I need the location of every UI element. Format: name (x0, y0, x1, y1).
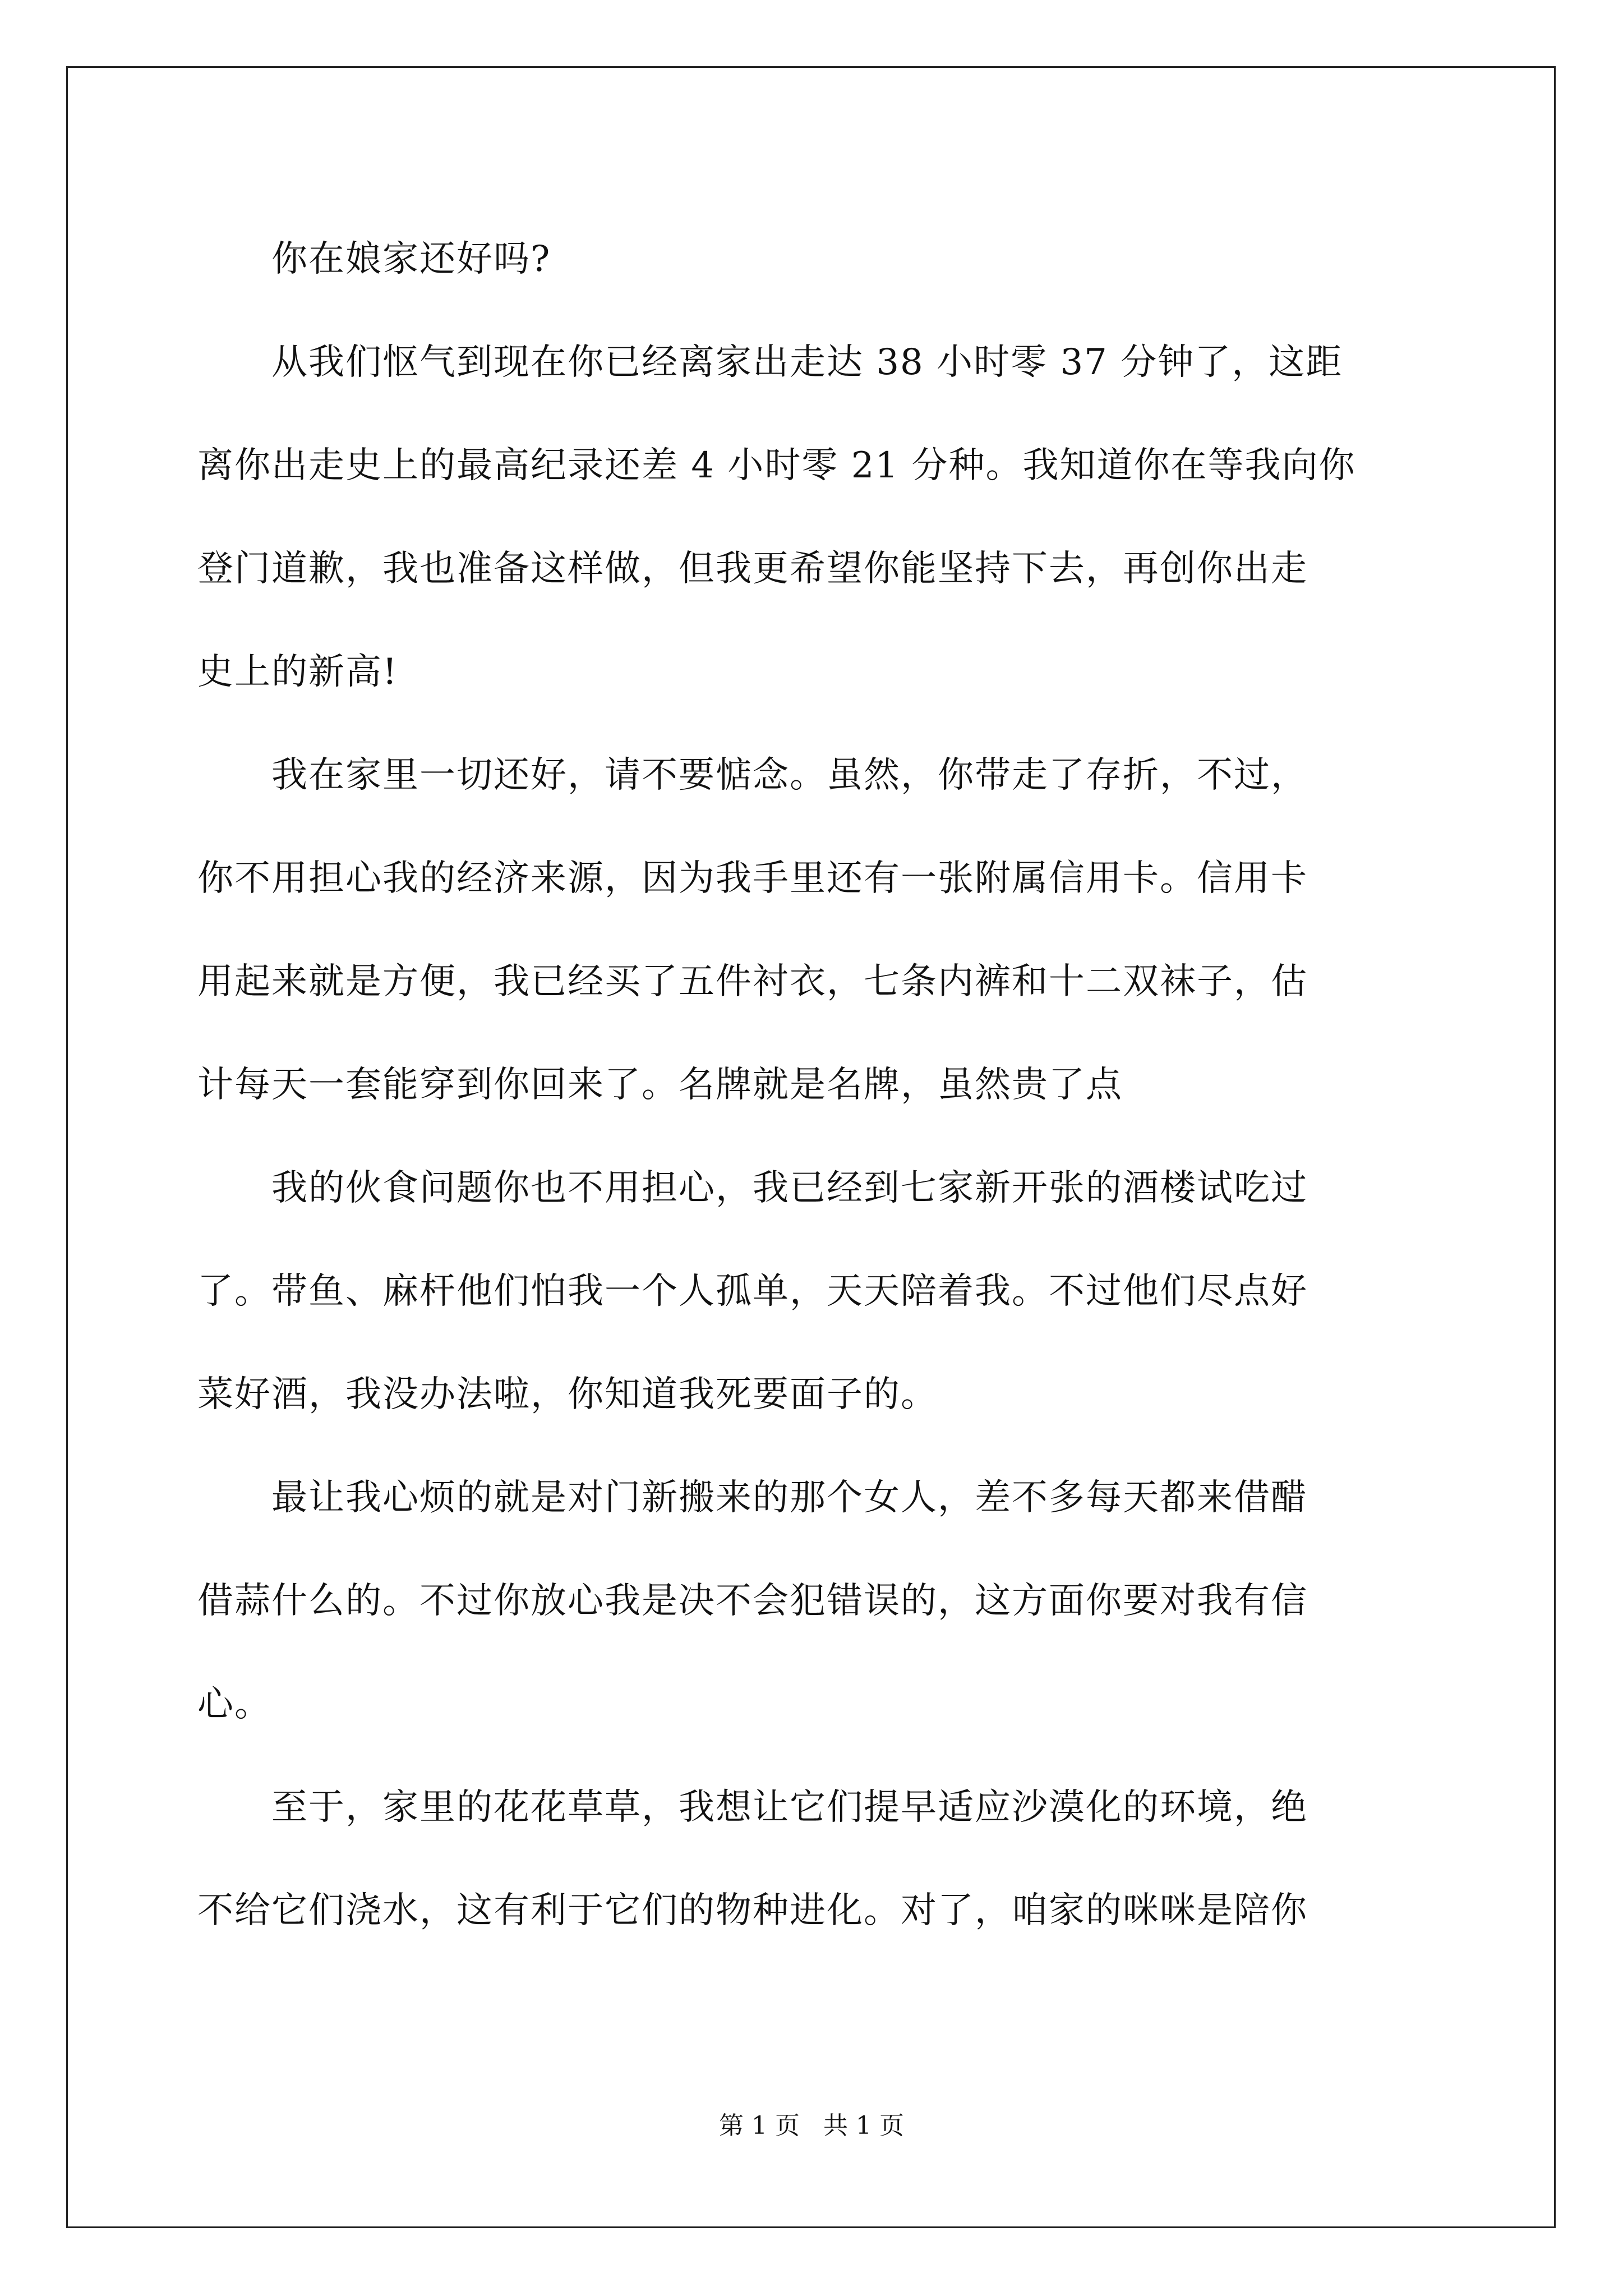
text-line: 计每天一套能穿到你回来了。名牌就是名牌，虽然贵了点 (197, 1064, 1123, 1106)
text-line: 用起来就是方便，我已经买了五件衬衣，七条内裤和十二双袜子，估 (197, 961, 1308, 1002)
text-line: 你在娘家还好吗? (197, 238, 551, 280)
page-footer (0, 2109, 1623, 2143)
letter-body (197, 208, 1431, 1962)
text-line: 最让我心烦的就是对门新搬来的那个女人，差不多每天都来借醋 (197, 1477, 1308, 1519)
text-line: 登门道歉，我也准备这样做，但我更希望你能坚持下去，再创你出走 (197, 548, 1308, 590)
text-line: 我的伙食问题你也不用担心，我已经到七家新开张的酒楼试吃过 (197, 1167, 1308, 1209)
text-line: 史上的新高! (197, 651, 398, 693)
text-line: 不给它们浇水，这有利于它们的物种进化。对了，咱家的咪咪是陪你 (197, 1890, 1308, 1931)
text-line: 至于，家里的花花草草，我想让它们提早适应沙漠化的环境，绝 (197, 1787, 1308, 1828)
text-line: 了。带鱼、麻杆他们怕我一个人孤单，天天陪着我。不过他们尽点好 (197, 1271, 1308, 1312)
text-line: 你不用担心我的经济来源，因为我手里还有一张附属信用卡。信用卡 (197, 858, 1308, 899)
text-line: 借蒜什么的。不过你放心我是决不会犯错误的，这方面你要对我有信 (197, 1580, 1308, 1622)
text-line: 菜好酒，我没办法啦，你知道我死要面子的。 (197, 1374, 938, 1415)
text-line: 离你出走史上的最高纪录还差 4 小时零 21 分种。我知道你在等我向你 (197, 445, 1356, 486)
text-line: 心。 (197, 1683, 271, 1725)
page-count: 共 1 页 (823, 2111, 904, 2140)
text-line: 我在家里一切还好，请不要惦念。虽然，你带走了存折，不过， (197, 754, 1308, 796)
text-line: 从我们怄气到现在你已经离家出走达 38 小时零 37 分钟了，这距 (197, 342, 1343, 383)
page-number: 第 1 页 (719, 2111, 800, 2140)
